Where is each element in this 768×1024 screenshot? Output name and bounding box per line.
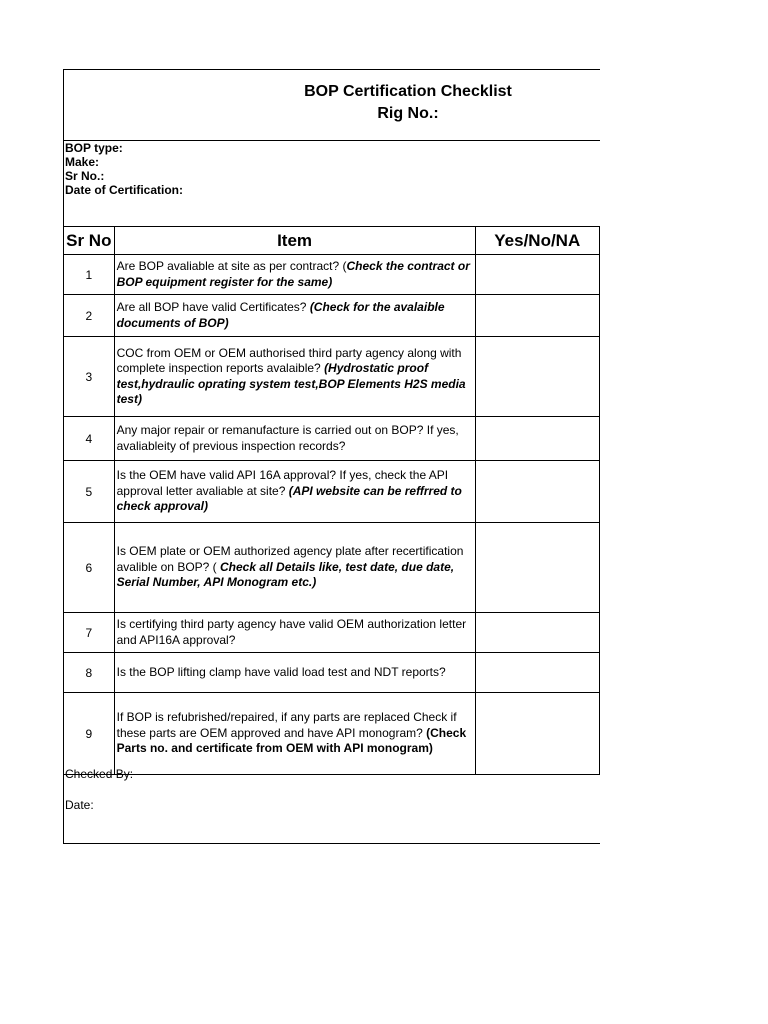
row-item-text: Is OEM plate or OEM authorized agency plate after recertification avalible on BOP? ( xyxy=(116,544,464,574)
sr-no-label: Sr No.: xyxy=(65,169,105,183)
table-row xyxy=(64,417,600,461)
row-item-text: If BOP is refubrished/repaired, if any parts are replaced Check if these parts are OEM approved and have API monogram? xyxy=(116,710,457,740)
row-item xyxy=(114,295,475,337)
table-row xyxy=(64,337,600,417)
header-sr-no: Sr No xyxy=(64,227,115,255)
checked-by-label: Checked By: xyxy=(65,767,134,781)
title-block xyxy=(63,69,600,141)
table-row xyxy=(64,255,600,295)
row-item-note: Check the contract or BOP equipment register for the same) xyxy=(116,259,470,289)
row-yes-no-na-cell[interactable] xyxy=(475,337,599,417)
table-header-row xyxy=(64,227,600,255)
row-item-text: Are BOP avaliable at site as per contract? ( xyxy=(116,259,347,273)
table-row xyxy=(64,295,600,337)
row-item xyxy=(114,693,475,775)
table-row xyxy=(64,693,600,775)
row-item-note: (API website can be reffrred to check approval) xyxy=(116,483,462,514)
header-item: Item xyxy=(114,227,475,255)
row-sr-no: 5 xyxy=(64,461,115,523)
row-sr-no: 1 xyxy=(64,255,115,295)
row-item-text: Is the BOP lifting clamp have valid load test and NDT reports? xyxy=(116,664,446,679)
row-yes-no-na-cell[interactable] xyxy=(475,461,599,523)
checklist-table xyxy=(63,226,600,775)
table-row xyxy=(64,461,600,523)
row-item-text: Are all BOP have valid Certificates? xyxy=(116,300,310,314)
row-sr-no: 9 xyxy=(64,693,115,775)
rig-number-label: Rig No.: xyxy=(377,105,439,122)
row-yes-no-na-cell[interactable] xyxy=(475,523,599,613)
row-item xyxy=(114,653,475,693)
row-yes-no-na-cell[interactable] xyxy=(475,295,599,337)
row-sr-no: 6 xyxy=(64,523,115,613)
row-item-text: Is certifying third party agency have valid OEM authorization letter and API16A approval? xyxy=(116,617,467,647)
row-item xyxy=(114,417,475,461)
row-item-note: (Check Parts no. and certificate from OEM with API monogram) xyxy=(116,725,467,756)
row-item-note: (Check for the avalaible documents of BOP) xyxy=(116,300,445,330)
row-item xyxy=(114,255,475,295)
bop-type-label: BOP type: xyxy=(65,141,123,155)
row-yes-no-na-cell[interactable] xyxy=(475,613,599,653)
row-item-note: Check all Details like, test date, due date, Serial Number, API Monogram etc.) xyxy=(116,559,455,590)
row-item xyxy=(114,613,475,653)
row-yes-no-na-cell[interactable] xyxy=(475,693,599,775)
table-row xyxy=(64,613,600,653)
row-sr-no: 2 xyxy=(64,295,115,337)
make-label: Make: xyxy=(65,155,100,169)
row-item-note: (Hydrostatic proof test,hydraulic oprating system test,BOP Elements H2S media test) xyxy=(116,361,466,406)
bop-details xyxy=(65,141,183,197)
row-yes-no-na-cell[interactable] xyxy=(475,417,599,461)
table-row xyxy=(64,523,600,613)
header-yes-no-na: Yes/No/NA xyxy=(475,227,599,255)
row-item-text: Is the OEM have valid API 16A approval? If yes, check the API approval letter avaliable at site? xyxy=(116,468,449,498)
row-item xyxy=(114,337,475,417)
row-yes-no-na-cell[interactable] xyxy=(475,653,599,693)
document-title: BOP Certification Checklist xyxy=(304,83,512,100)
row-sr-no: 8 xyxy=(64,653,115,693)
row-sr-no: 7 xyxy=(64,613,115,653)
row-sr-no: 3 xyxy=(64,337,115,417)
date-of-certification-label: Date of Certification: xyxy=(65,183,184,197)
row-item xyxy=(114,523,475,613)
row-sr-no: 4 xyxy=(64,417,115,461)
date-label: Date: xyxy=(65,798,94,812)
row-item-text: Any major repair or remanufacture is carried out on BOP? If yes, avaliableity of previous inspection records? xyxy=(116,423,459,453)
row-yes-no-na-cell[interactable] xyxy=(475,255,599,295)
row-item xyxy=(114,461,475,523)
table-row xyxy=(64,653,600,693)
row-item-text: COC from OEM or OEM authorised third party agency along with complete inspection reports avalaible? xyxy=(116,345,462,375)
